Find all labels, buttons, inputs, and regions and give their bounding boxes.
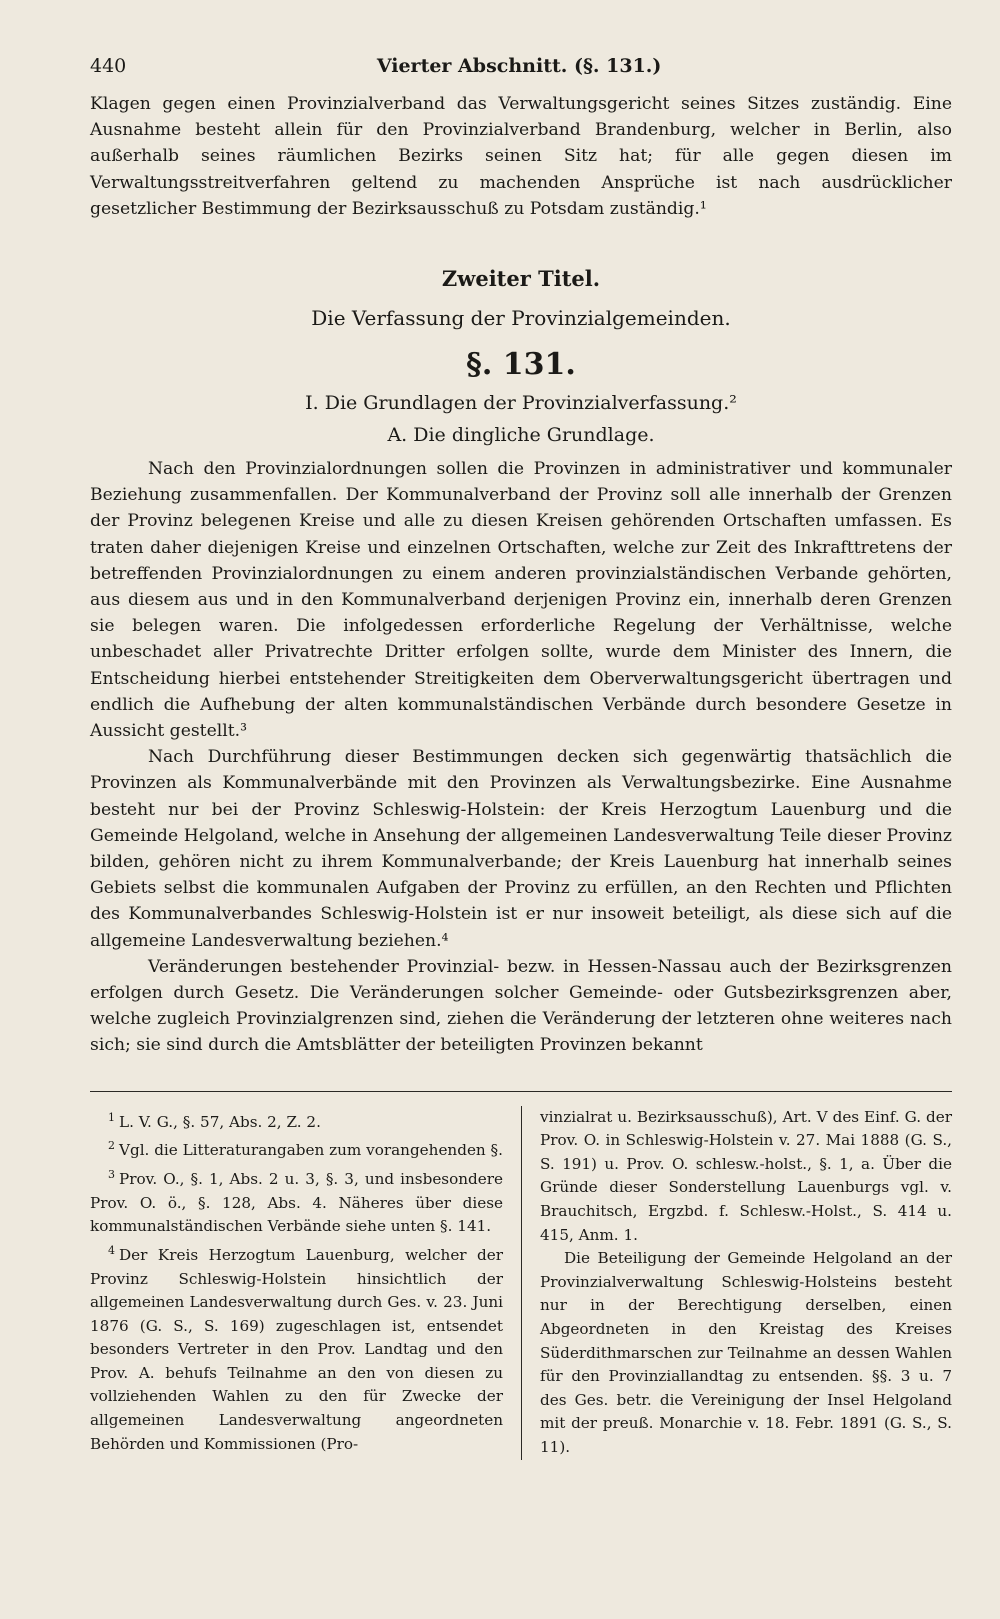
footnotes-right-column xyxy=(521,1106,952,1460)
footnote-continuation: vinzialrat u. Bezirksausschuß), Art. V des Einf. G. der Prov. O. in Schleswig-Holstein v. 27. Mai 1888 (G. S., S. 191) u. Prov. O. schlesw.-holst., §. 1, a. Über die Gründe dieser Sonderstellung Lauenburgs vgl. v. Brauchitsch, Ergzbd. f. Schlesw.-Holst., S. 414 u. 415, Anm. 1. xyxy=(540,1107,952,1244)
footnote-divider xyxy=(90,1091,952,1092)
paragraph-continuation: Klagen gegen einen Provinzialverband das Verwaltungsgericht seines Sitzes zuständig. Eine Ausnahme besteht allein für den Provinzialverband Brandenburg, welcher in Berlin, also außerhalb seines räumlichen Bezirks seinen Sitz hat; für alle gegen diesen im Verwaltungsstreitverfahren geltend zu machenden Ansprüche ist nach ausdrücklicher gesetzlicher Bestimmung der Bezirksausschuß zu Potsdam zuständig.¹ xyxy=(90,94,952,219)
footnotes-left-column xyxy=(90,1106,521,1460)
footnote-text: Vgl. die Litteraturangaben zum vorangehenden §. xyxy=(119,1141,503,1160)
page-number: 440 xyxy=(90,55,127,77)
footnote xyxy=(90,1239,503,1456)
paragraph: Nach den Provinzialordnungen sollen die Provinzen in administrativer und kommunaler Beziehung zusammenfallen. Der Kommunalverband der Provinz soll alle innerhalb der Grenzen der Provinz belegenen Kreise und alle zu diesen Kreisen gehörenden Ortschaften umfassen. Es traten daher diejenigen Kreise und einzelnen Ortschaften, welche zur Zeit des Inkrafttretens der betreffenden Provinzialordnungen zu einem anderen provinzialständischen Verbande gehörten, aus diesem aus und in den Kommunalverband derjenigen Provinz ein, innerhalb deren Grenzen sie belegen waren. Die infolgedessen erforderliche Regelung der Verhältnisse, welche unbeschadet aller Privatrechte Dritter erfolgen sollte, wurde dem Minister des Innern, die Entscheidung hierbei entstehender Streitigkeiten dem Oberverwaltungsgericht übertragen und endlich die Aufhebung der alten kommunalständischen Verbände durch besondere Gesetze in Aussicht gestellt.³ xyxy=(90,459,952,742)
footnote-text: L. V. G., §. 57, Abs. 2, Z. 2. xyxy=(119,1112,321,1131)
footnote-text: Der Kreis Herzogtum Lauenburg, welcher der Provinz Schleswig-Holstein hinsichtlich der allgemeinen Landesverwaltung durch Ges. v. 23. Juni 1876 (G. S., S. 169) zugeschlagen ist, entsendet besonders Vertreter in den Prov. Landtag und den Prov. A. behufs Teilnahme an den von diesen zu vollziehenden Wahlen zu den für Zwecke der allgemeinen Landesverwaltung angeordneten Behörden und Kommissionen (Pro- xyxy=(90,1245,503,1453)
heading-level-2: A. Die dingliche Grundlage. xyxy=(387,424,655,447)
footnote xyxy=(90,1106,503,1135)
footnote-number: 4 xyxy=(108,1243,115,1257)
paragraph: Nach Durchführung dieser Bestimmungen decken sich gegenwärtig thatsächlich die Provinzen als Kommunalverbände mit den Provinzen als Verwaltungsbezirke. Eine Ausnahme besteht nur bei der Provinz Schleswig-Holstein: der Kreis Herzogtum Lauenburg und die Gemeinde Helgoland, welche in Ansehung der allgemeinen Landesverwaltung Teile dieser Provinz bilden, gehören nicht zu ihrem Kommunalverbande; der Kreis Lauenburg hat innerhalb seines Gebiets selbst die kommunalen Aufgaben der Provinz zu erfüllen, an den Rechten und Pflichten des Kommunalverbandes Schleswig-Holstein ist er nur insoweit beteiligt, als diese sich auf die allgemeine Landesverwaltung beziehen.⁴ xyxy=(90,747,952,951)
footnote-text: Prov. O., §. 1, Abs. 2 u. 3, §. 3, und insbesondere Prov. O. ö., §. 128, Abs. 4. Näheres über diese kommunalständischen Verbände siehe unten §. 141. xyxy=(90,1170,503,1236)
running-title: Vierter Abschnitt. (§. 131.) xyxy=(376,55,662,77)
heading-level-1: I. Die Grundlagen der Provinzialverfassung.² xyxy=(305,392,737,415)
footnote-number: 2 xyxy=(108,1139,115,1153)
paragraph-number: §. 131. xyxy=(466,347,576,383)
footnote-continuation: Die Beteiligung der Gemeinde Helgoland an der Provinzialverwaltung Schleswig-Holsteins besteht nur in der Berechtigung derselben, einen Abgeordneten in den Kreistag des Kreises Süderdithmarschen zur Teilnahme an dessen Wahlen für den Provinziallandtag zu entsenden. §§. 3 u. 7 des Ges. betr. die Vereinigung der Insel Helgoland mit der preuß. Monarchie v. 18. Febr. 1891 (G. S., S. 11). xyxy=(540,1249,952,1456)
section-title: Zweiter Titel. xyxy=(441,266,601,292)
footnote xyxy=(90,1163,503,1239)
running-head xyxy=(90,55,952,77)
footnote-number: 3 xyxy=(108,1168,115,1181)
footnote-number: 1 xyxy=(108,1110,115,1124)
footnote xyxy=(90,1134,503,1163)
section-subtitle: Die Verfassung der Provinzialgemeinden. xyxy=(311,306,731,331)
paragraph: Veränderungen bestehender Provinzial- bezw. in Hessen-Nassau auch der Bezirksgrenzen erfolgen durch Gesetz. Die Veränderungen solcher Gemeinde- oder Gutsbezirksgrenzen aber, welche zugleich Provinzialgrenzen sind, ziehen die Veränderung der letzteren ohne weiteres nach sich; sie sind durch die Amtsblätter der beteiligten Provinzen bekannt xyxy=(90,956,952,1056)
footnotes xyxy=(90,1106,952,1460)
